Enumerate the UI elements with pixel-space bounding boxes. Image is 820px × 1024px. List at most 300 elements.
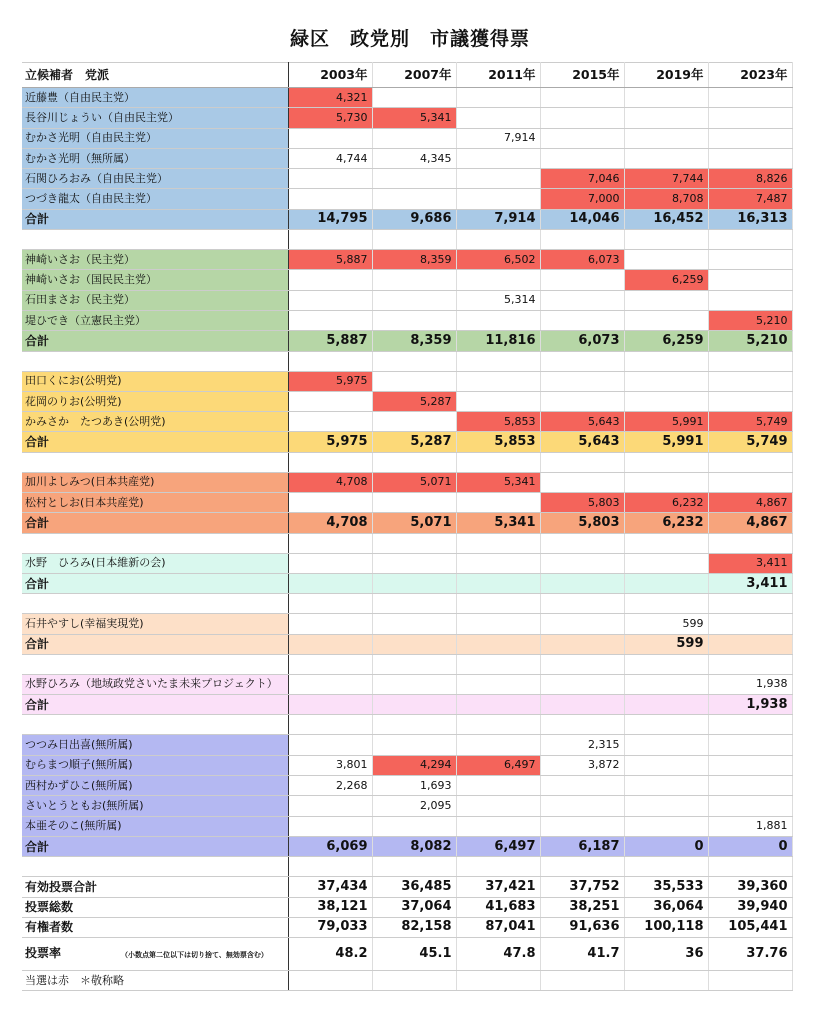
vote-cell: 2,095 [372, 796, 456, 816]
stat-value: 100,118 [624, 917, 708, 937]
spacer-cell [456, 452, 540, 472]
spacer-cell [22, 857, 288, 877]
vote-cell: 5,314 [456, 290, 540, 310]
total-value [372, 573, 456, 593]
vote-cell [372, 493, 456, 513]
vote-cell [288, 189, 372, 209]
spacer-cell [708, 351, 792, 371]
vote-cell [540, 310, 624, 330]
vote-cell [624, 290, 708, 310]
total-value: 5,287 [372, 432, 456, 452]
vote-cell [540, 472, 624, 492]
candidate-name: 水野 ひろみ(日本維新の会) [22, 553, 288, 573]
vote-cell [624, 674, 708, 694]
vote-cell: 3,801 [288, 755, 372, 775]
vote-cell [372, 310, 456, 330]
spacer-cell [372, 351, 456, 371]
vote-cell [372, 816, 456, 836]
spacer-cell [540, 971, 624, 991]
spacer-cell [22, 715, 288, 735]
turnout-value: 45.1 [372, 938, 456, 971]
vote-cell-winner: 5,071 [372, 472, 456, 492]
vote-cell [624, 472, 708, 492]
total-value: 6,232 [624, 513, 708, 533]
candidate-row [22, 88, 792, 108]
vote-cell-winner: 6,497 [456, 755, 540, 775]
total-value: 5,210 [708, 331, 792, 351]
candidate-row [22, 290, 792, 310]
total-value [288, 634, 372, 654]
vote-cell [624, 148, 708, 168]
total-value: 3,411 [708, 573, 792, 593]
spacer-cell [372, 594, 456, 614]
spacer-row [22, 452, 792, 472]
spacer-cell [22, 351, 288, 371]
spacer-cell [540, 452, 624, 472]
spacer-cell [22, 654, 288, 674]
total-value: 5,991 [624, 432, 708, 452]
spacer-cell [456, 351, 540, 371]
vote-cell [708, 614, 792, 634]
stat-row [22, 917, 792, 937]
vote-cell-winner: 6,259 [624, 270, 708, 290]
total-value: 1,938 [708, 695, 792, 715]
vote-cell [288, 796, 372, 816]
total-value: 16,313 [708, 209, 792, 229]
vote-cell-winner: 5,803 [540, 493, 624, 513]
spacer-cell [288, 715, 372, 735]
candidate-row [22, 128, 792, 148]
candidate-name: 石関ひろおみ（自由民主党） [22, 169, 288, 189]
vote-cell [372, 614, 456, 634]
total-value [372, 695, 456, 715]
vote-cell [624, 553, 708, 573]
vote-cell-winner: 5,749 [708, 412, 792, 432]
total-label: 合計 [22, 634, 288, 654]
total-value: 5,887 [288, 331, 372, 351]
vote-cell [288, 270, 372, 290]
vote-cell-winner: 6,502 [456, 250, 540, 270]
turnout-label: 投票率 [25, 945, 62, 960]
footnote-row [22, 971, 792, 991]
spacer-cell [288, 971, 372, 991]
year-header: 2007年 [372, 63, 456, 88]
candidate-row [22, 371, 792, 391]
vote-cell [456, 310, 540, 330]
candidate-name: 本亜そのこ(無所属) [22, 816, 288, 836]
total-value: 4,708 [288, 513, 372, 533]
candidate-name: かみさか たつあき(公明党) [22, 412, 288, 432]
candidate-row [22, 391, 792, 411]
vote-cell-winner: 5,643 [540, 412, 624, 432]
candidate-name: 松村としお(日本共産党) [22, 493, 288, 513]
vote-cell [624, 755, 708, 775]
vote-cell [288, 290, 372, 310]
year-header: 2011年 [456, 63, 540, 88]
spacer-row [22, 594, 792, 614]
vote-cell-winner: 6,232 [624, 493, 708, 513]
vote-cell: 2,268 [288, 776, 372, 796]
vote-cell [456, 391, 540, 411]
stat-label: 有権者数 [22, 917, 288, 937]
vote-cell [708, 391, 792, 411]
spacer-cell [624, 533, 708, 553]
vote-cell-winner: 5,853 [456, 412, 540, 432]
total-label: 合計 [22, 836, 288, 856]
group-total-row [22, 432, 792, 452]
candidate-name: 長谷川じょうい（自由民主党） [22, 108, 288, 128]
vote-cell [624, 108, 708, 128]
year-header: 2003年 [288, 63, 372, 88]
vote-cell [456, 371, 540, 391]
vote-cell [456, 88, 540, 108]
turnout-row [22, 938, 792, 971]
candidate-name: 水野ひろみ（地域政党さいたま未来プロジェクト） [22, 674, 288, 694]
total-value: 11,816 [456, 331, 540, 351]
vote-cell [624, 371, 708, 391]
vote-cell [456, 614, 540, 634]
candidate-row [22, 310, 792, 330]
candidate-row [22, 553, 792, 573]
total-value: 9,686 [372, 209, 456, 229]
spacer-cell [288, 654, 372, 674]
group-total-row [22, 634, 792, 654]
vote-cell-winner: 5,287 [372, 391, 456, 411]
stat-value: 36,485 [372, 877, 456, 897]
spacer-cell [22, 230, 288, 250]
total-value: 8,082 [372, 836, 456, 856]
spacer-cell [708, 533, 792, 553]
stat-label: 有効投票合計 [22, 877, 288, 897]
total-value [288, 573, 372, 593]
total-value: 14,795 [288, 209, 372, 229]
vote-cell [540, 776, 624, 796]
vote-cell [288, 310, 372, 330]
spacer-row [22, 654, 792, 674]
vote-cell [708, 472, 792, 492]
vote-cell [540, 290, 624, 310]
vote-cell [456, 735, 540, 755]
candidate-name: つつみ日出喜(無所属) [22, 735, 288, 755]
stat-row [22, 877, 792, 897]
vote-cell [708, 88, 792, 108]
spacer-cell [372, 857, 456, 877]
total-label: 合計 [22, 695, 288, 715]
vote-cell [372, 88, 456, 108]
vote-cell [708, 290, 792, 310]
total-value: 6,069 [288, 836, 372, 856]
spacer-cell [624, 857, 708, 877]
total-label: 合計 [22, 513, 288, 533]
vote-cell [708, 755, 792, 775]
year-header: 2019年 [624, 63, 708, 88]
candidate-row [22, 776, 792, 796]
vote-cell [372, 553, 456, 573]
vote-cell [456, 674, 540, 694]
total-value [372, 634, 456, 654]
candidate-name: 田口くにお(公明党) [22, 371, 288, 391]
spacer-cell [456, 594, 540, 614]
spacer-cell [708, 971, 792, 991]
candidate-row [22, 250, 792, 270]
spacer-row [22, 715, 792, 735]
total-label: 合計 [22, 573, 288, 593]
candidate-row [22, 674, 792, 694]
candidate-name: 神崎いさお（国民民主党） [22, 270, 288, 290]
total-value [540, 573, 624, 593]
footnote: 当選は赤 ＊敬称略 [22, 971, 288, 991]
vote-cell [540, 148, 624, 168]
spacer-cell [624, 230, 708, 250]
vote-cell [708, 735, 792, 755]
vote-cell: 4,744 [288, 148, 372, 168]
turnout-value: 41.7 [540, 938, 624, 971]
vote-cell-winner: 5,730 [288, 108, 372, 128]
vote-cell-winner: 5,975 [288, 371, 372, 391]
stat-value: 79,033 [288, 917, 372, 937]
vote-cell [456, 816, 540, 836]
total-value: 0 [624, 836, 708, 856]
total-value: 7,914 [456, 209, 540, 229]
stat-value: 37,064 [372, 897, 456, 917]
candidate-name: むかさ光明（無所属） [22, 148, 288, 168]
vote-cell-winner: 5,210 [708, 310, 792, 330]
vote-cell [540, 391, 624, 411]
spacer-cell [708, 230, 792, 250]
vote-cell-winner: 4,294 [372, 755, 456, 775]
vote-cell [372, 735, 456, 755]
vote-cell [288, 674, 372, 694]
vote-cell: 7,914 [456, 128, 540, 148]
vote-cell [456, 493, 540, 513]
total-value [540, 695, 624, 715]
spacer-cell [288, 230, 372, 250]
turnout-value: 36 [624, 938, 708, 971]
spacer-cell [708, 654, 792, 674]
spacer-cell [540, 594, 624, 614]
total-value: 5,975 [288, 432, 372, 452]
spacer-cell [624, 971, 708, 991]
vote-cell [372, 128, 456, 148]
spacer-cell [22, 452, 288, 472]
total-label: 合計 [22, 432, 288, 452]
candidate-row [22, 493, 792, 513]
vote-cell-winner: 4,867 [708, 493, 792, 513]
stat-value: 39,940 [708, 897, 792, 917]
vote-cell [708, 108, 792, 128]
stat-value: 105,441 [708, 917, 792, 937]
vote-cell [288, 553, 372, 573]
total-value: 5,071 [372, 513, 456, 533]
spacer-cell [288, 351, 372, 371]
group-total-row [22, 836, 792, 856]
vote-cell [456, 776, 540, 796]
vote-cell [624, 776, 708, 796]
year-header: 2023年 [708, 63, 792, 88]
candidate-row [22, 189, 792, 209]
group-total-row [22, 331, 792, 351]
total-value: 599 [624, 634, 708, 654]
vote-cell [540, 553, 624, 573]
group-total-row [22, 513, 792, 533]
candidate-name: 石井やすし(幸福実現党) [22, 614, 288, 634]
vote-cell: 1,881 [708, 816, 792, 836]
vote-cell [288, 493, 372, 513]
stat-value: 82,158 [372, 917, 456, 937]
vote-cell-winner: 8,708 [624, 189, 708, 209]
total-label: 合計 [22, 209, 288, 229]
candidate-name: つづき龍太（自由民主党） [22, 189, 288, 209]
turnout-note: （小数点第二位以下は切り捨て、無効票含む） [121, 950, 268, 959]
turnout-value: 48.2 [288, 938, 372, 971]
spacer-cell [288, 857, 372, 877]
total-value: 5,803 [540, 513, 624, 533]
spacer-row [22, 351, 792, 371]
total-value: 5,341 [456, 513, 540, 533]
candidate-row [22, 148, 792, 168]
total-value [540, 634, 624, 654]
spacer-cell [624, 351, 708, 371]
vote-cell [624, 391, 708, 411]
stat-value: 36,064 [624, 897, 708, 917]
vote-cell [540, 816, 624, 836]
spacer-cell [372, 533, 456, 553]
vote-cell [456, 189, 540, 209]
candidate-name: むらまつ順子(無所属) [22, 755, 288, 775]
total-value: 6,073 [540, 331, 624, 351]
spacer-cell [288, 594, 372, 614]
spacer-row [22, 533, 792, 553]
vote-cell [708, 371, 792, 391]
vote-cell [708, 148, 792, 168]
vote-cell [372, 270, 456, 290]
stat-value: 91,636 [540, 917, 624, 937]
total-value [456, 634, 540, 654]
spacer-cell [456, 230, 540, 250]
candidate-row [22, 472, 792, 492]
total-value: 6,497 [456, 836, 540, 856]
spacer-cell [540, 533, 624, 553]
vote-cell [708, 250, 792, 270]
vote-cell [624, 735, 708, 755]
vote-cell-winner: 4,708 [288, 472, 372, 492]
vote-cell [624, 796, 708, 816]
spacer-cell [372, 452, 456, 472]
total-value [456, 573, 540, 593]
spacer-cell [708, 452, 792, 472]
vote-cell-winner: 7,744 [624, 169, 708, 189]
candidate-row [22, 108, 792, 128]
vote-cell [288, 614, 372, 634]
spacer-cell [288, 452, 372, 472]
vote-cell [540, 674, 624, 694]
vote-cell-winner: 8,359 [372, 250, 456, 270]
spacer-cell [288, 533, 372, 553]
vote-cell [540, 108, 624, 128]
vote-cell [288, 128, 372, 148]
vote-cell [708, 776, 792, 796]
spacer-cell [708, 715, 792, 735]
candidate-name: 堤ひでき（立憲民主党） [22, 310, 288, 330]
total-value: 5,749 [708, 432, 792, 452]
vote-cell [624, 310, 708, 330]
stat-value: 37,421 [456, 877, 540, 897]
stat-value: 35,533 [624, 877, 708, 897]
vote-cell-winner: 7,046 [540, 169, 624, 189]
spacer-cell [456, 971, 540, 991]
group-total-row [22, 209, 792, 229]
page-title: 緑区 政党別 市議獲得票 [289, 28, 530, 50]
spacer-cell [624, 715, 708, 735]
vote-cell [708, 270, 792, 290]
spacer-cell [372, 715, 456, 735]
vote-cell [540, 88, 624, 108]
spacer-cell [540, 351, 624, 371]
spacer-cell [22, 594, 288, 614]
group-total-row [22, 695, 792, 715]
vote-cell [624, 128, 708, 148]
vote-cell-winner: 3,411 [708, 553, 792, 573]
spacer-cell [624, 452, 708, 472]
vote-cell-winner: 5,341 [456, 472, 540, 492]
header-row [22, 63, 792, 88]
total-value: 8,359 [372, 331, 456, 351]
vote-cell [288, 816, 372, 836]
turnout-value: 37.76 [708, 938, 792, 971]
spacer-row [22, 857, 792, 877]
vote-cell [624, 250, 708, 270]
candidate-name: むかさ光明（自由民主党） [22, 128, 288, 148]
vote-cell [456, 553, 540, 573]
vote-cell [540, 270, 624, 290]
vote-cell [456, 270, 540, 290]
vote-cell [624, 88, 708, 108]
vote-cell [708, 796, 792, 816]
vote-cell: 2,315 [540, 735, 624, 755]
candidate-name: さいとうともお(無所属) [22, 796, 288, 816]
total-value [456, 695, 540, 715]
total-value [288, 695, 372, 715]
vote-cell [372, 290, 456, 310]
total-value [624, 573, 708, 593]
spacer-cell [456, 533, 540, 553]
vote-cell [372, 169, 456, 189]
candidate-row [22, 169, 792, 189]
spacer-cell [540, 857, 624, 877]
vote-cell [456, 108, 540, 128]
candidate-row [22, 614, 792, 634]
turnout-value: 47.8 [456, 938, 540, 971]
total-value: 14,046 [540, 209, 624, 229]
total-value: 16,452 [624, 209, 708, 229]
candidate-row [22, 270, 792, 290]
vote-cell [624, 816, 708, 836]
candidate-row [22, 755, 792, 775]
vote-cell-winner: 8,826 [708, 169, 792, 189]
vote-cell [288, 169, 372, 189]
stat-value: 38,251 [540, 897, 624, 917]
vote-cell-winner: 4,321 [288, 88, 372, 108]
stat-label: 投票総数 [22, 897, 288, 917]
stat-value: 37,752 [540, 877, 624, 897]
vote-cell [456, 796, 540, 816]
total-value: 6,259 [624, 331, 708, 351]
total-value: 5,853 [456, 432, 540, 452]
vote-cell [372, 189, 456, 209]
candidate-name: 加川よしみつ(日本共産党) [22, 472, 288, 492]
vote-cell [540, 796, 624, 816]
vote-table [22, 62, 793, 991]
